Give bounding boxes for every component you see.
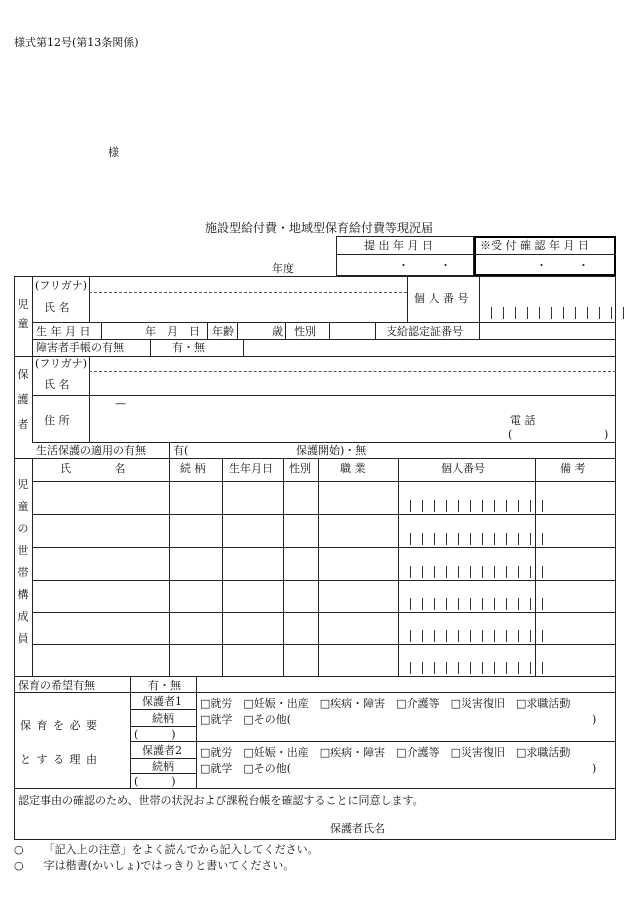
child-furigana-field[interactable] — [90, 276, 406, 292]
guardian1-relation-field[interactable]: ( ) — [134, 728, 176, 741]
guardian-signature-label: 保護者氏名 — [330, 822, 385, 835]
addressee-suffix: 様 — [108, 146, 119, 159]
childcare-wish-value[interactable]: 有・無 — [148, 679, 181, 692]
guardian2-label: 保護者2 — [142, 744, 182, 757]
phone-label: 電 話 — [510, 414, 536, 427]
guardian-signature-field[interactable] — [390, 812, 610, 836]
guardian2-reasons[interactable]: □就労 □妊娠・出産 □疾病・障害 □介護等 □災害復旧 □求職活動 — [200, 746, 571, 759]
guardian2-relation-label: 続柄 — [152, 760, 174, 773]
note-bullet: ○ — [14, 843, 24, 856]
household-col-birthdate: 生年月日 — [229, 462, 273, 475]
note-text: 「記入上の注意」をよく読んでから記入してください。 — [43, 843, 319, 856]
age-unit: 歳 — [272, 325, 283, 338]
address-label: 住 所 — [44, 414, 70, 427]
guardian1-label: 保護者1 — [142, 695, 182, 708]
guardian1-relation-label: 続柄 — [152, 712, 174, 725]
fiscal-year-label: 年度 — [272, 262, 294, 275]
guardian1-other-close: ) — [592, 713, 597, 726]
guardian2-reasons-other[interactable]: □就学 □その他( — [200, 762, 292, 775]
household-personal-number-field[interactable] — [410, 566, 554, 578]
phone-open-paren: ( — [508, 428, 513, 441]
guardian-furigana-field[interactable] — [90, 357, 615, 371]
welfare-start-field[interactable] — [190, 443, 294, 457]
reception-date-label: ※受 付 確 認 年 月 日 — [480, 239, 589, 252]
reason-label-line2: と す る 理 由 — [20, 753, 98, 766]
sex-label: 性別 — [294, 325, 316, 338]
child-name-label: 氏 名 — [44, 301, 70, 314]
submission-date-sep-1: ・ — [398, 259, 409, 272]
household-col-remarks: 備 考 — [560, 462, 586, 475]
form-title: 施設型給付費・地域型保育給付費等現況届 — [205, 221, 434, 235]
certificate-number-field[interactable] — [480, 323, 615, 338]
guardian-section-heading: 保 護 者 — [17, 368, 29, 431]
guardian2-relation-field[interactable]: ( ) — [134, 775, 176, 788]
birth-date-field[interactable] — [102, 323, 206, 338]
household-personal-number-field[interactable] — [410, 500, 554, 512]
age-label: 年齢 — [212, 325, 234, 338]
household-personal-number-field[interactable] — [410, 598, 554, 610]
household-col-occupation: 職 業 — [340, 462, 366, 475]
phone-field[interactable] — [516, 428, 604, 441]
welfare-suffix: 保護開始)・無 — [296, 444, 367, 457]
reception-date-sep-1: ・ — [536, 259, 547, 272]
household-col-sex: 性別 — [289, 462, 311, 475]
phone-close-paren: ) — [604, 428, 609, 441]
birth-year-label: 年 — [145, 325, 156, 338]
submission-date-sep-2: ・ — [440, 259, 451, 272]
reason-label-line1: 保 育 を 必 要 — [20, 719, 98, 732]
household-col-personal-number: 個人番号 — [441, 462, 485, 475]
household-personal-number-field[interactable] — [410, 662, 554, 674]
certificate-number-label: 支給認定証番号 — [386, 325, 463, 338]
guardian2-other-close: ) — [592, 762, 597, 775]
welfare-label: 生活保護の適用の有無 — [36, 444, 146, 457]
note-2 — [14, 859, 294, 872]
reception-date-sep-2: ・ — [578, 259, 589, 272]
child-personal-number-field[interactable] — [491, 307, 630, 319]
household-col-relation: 続 柄 — [180, 462, 206, 475]
note-1 — [14, 843, 319, 856]
household-col-name: 氏 名 — [60, 462, 126, 475]
household-personal-number-field[interactable] — [410, 630, 554, 642]
child-furigana-label: (フリガナ) — [35, 279, 88, 292]
disability-label: 障害者手帳の有無 — [36, 341, 124, 354]
guardian1-reasons-other[interactable]: □就学 □その他( — [200, 713, 292, 726]
note-bullet: ○ — [14, 859, 24, 872]
child-section-heading: 児 童 — [17, 298, 29, 330]
child-name-field[interactable] — [90, 293, 406, 321]
childcare-wish-label: 保育の希望有無 — [18, 679, 95, 692]
form-number: 様式第12号(第13条関係) — [14, 36, 139, 49]
sex-field[interactable] — [330, 323, 374, 338]
household-personal-number-field[interactable] — [410, 533, 554, 545]
guardian-furigana-label: (フリガナ) — [35, 357, 88, 370]
household-section-heading: 児 童 の 世 帯 構 成 員 — [17, 478, 29, 645]
guardian-name-field[interactable] — [90, 372, 615, 394]
guardian-name-label: 氏 名 — [44, 378, 70, 391]
age-field[interactable] — [238, 323, 270, 338]
consent-text: 認定事由の確認のため、世帯の状況および課税台帳を確認することに同意します。 — [18, 794, 424, 807]
note-text: 字は楷書(かいしょ)ではっきりと書いてください。 — [43, 859, 295, 872]
guardian1-reasons[interactable]: □就労 □妊娠・出産 □疾病・障害 □介護等 □災害復旧 □求職活動 — [200, 697, 571, 710]
postal-code-dash: — — [115, 397, 126, 410]
submission-date-label: 提 出 年 月 日 — [364, 239, 433, 252]
address-field[interactable] — [90, 396, 490, 441]
birth-date-label: 生 年 月 日 — [36, 325, 91, 338]
disability-value[interactable]: 有・無 — [172, 341, 205, 354]
child-personal-number-label: 個 人 番 号 — [414, 292, 469, 305]
welfare-prefix: 有( — [173, 444, 189, 457]
birth-month-label: 月 — [167, 325, 178, 338]
birth-day-label: 日 — [189, 325, 200, 338]
